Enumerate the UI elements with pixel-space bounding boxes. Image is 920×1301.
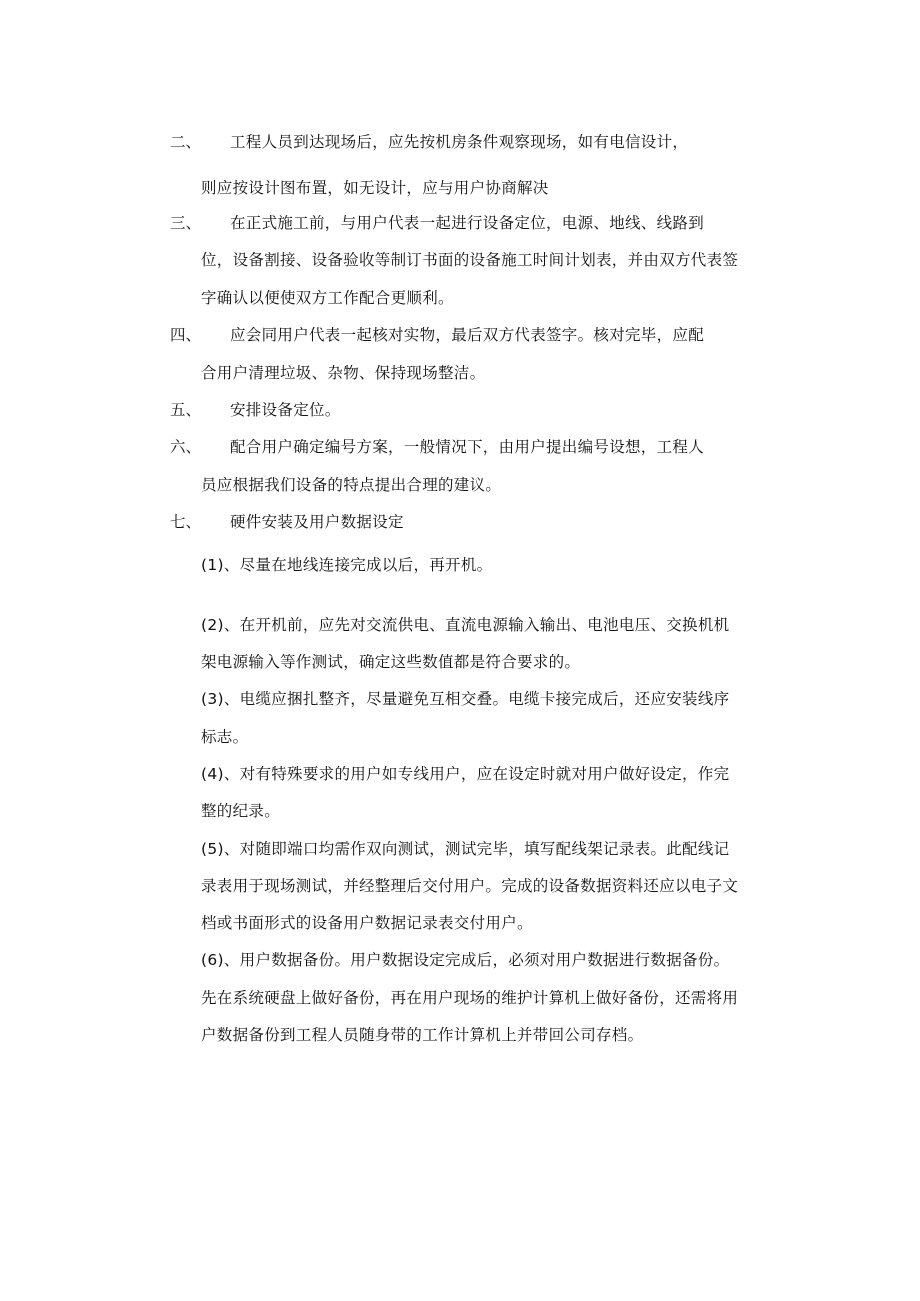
section-text-line: 在正式施工前，与用户代表一起进行设备定位，电源、地线、线路到 [230,214,705,232]
list-item-line: (2)、在开机前，应先对交流供电、直流电源输入输出、电池电压、交换机机 [201,616,730,634]
list-item-line: 整的纪录。 [201,802,281,820]
section-text-line: 位，设备割接、设备验收等制订书面的设备施工时间计划表，并由双方代表签 [201,251,739,269]
section-text-line: 硬件安装及用户数据设定 [230,513,404,531]
list-item-line: (4)、对有特殊要求的用户如专线用户，应在设定时就对用户做好设定，作完 [201,765,730,783]
section-text-line: 合用户清理垃圾、杂物、保持现场整洁。 [201,364,486,382]
section-text-line: 配合用户确定编号方案，一般情况下，由用户提出编号设想，工程人 [230,438,705,456]
list-item-line: 录表用于现场测试，并经整理后交付用户。完成的设备数据资料还应以电子文 [201,877,739,895]
list-item-line: 档或书面形式的设备用户数据记录表交付用户。 [201,914,533,932]
section-number: 五、 [170,401,202,419]
section-text-line: 员应根据我们设备的特点提出合理的建议。 [201,476,502,494]
list-item-line: 户数据备份到工程人员随身带的工作计算机上并带回公司存档。 [201,1026,644,1044]
section-number: 六、 [170,438,202,456]
section-text-line: 则应按设计图布置，如无设计，应与用户协商解决 [201,179,549,197]
list-item-line: (3)、电缆应捆扎整齐，尽量避免互相交叠。电缆卡接完成后，还应安装线序 [201,690,730,708]
section-text-line: 安排设备定位。 [230,401,341,419]
list-item-line: 先在系统硬盘上做好备份，再在用户现场的维护计算机上做好备份，还需将用 [201,989,739,1007]
section-number: 四、 [170,326,202,344]
section-text-line: 工程人员到达现场后，应先按机房条件观察现场，如有电信设计， [230,133,689,151]
section-number: 二、 [170,133,202,151]
list-item-line: 标志。 [201,728,249,746]
list-item-line: (1)、尽量在地线连接完成以后，再开机。 [201,556,493,574]
section-text-line: 应会同用户代表一起核对实物，最后双方代表签字。核对完毕，应配 [230,326,705,344]
list-item-line: (6)、用户数据备份。用户数据设定完成后，必须对用户数据进行数据备份。 [201,951,730,969]
list-item-line: 架电源输入等作测试，确定这些数值都是符合要求的。 [201,653,581,671]
section-number: 三、 [170,214,202,232]
section-number: 七、 [170,513,202,531]
section-text-line: 字确认以便使双方工作配合更顺利。 [201,289,454,307]
list-item-line: (5)、对随即端口均需作双向测试，测试完毕，填写配线架记录表。此配线记 [201,840,730,858]
